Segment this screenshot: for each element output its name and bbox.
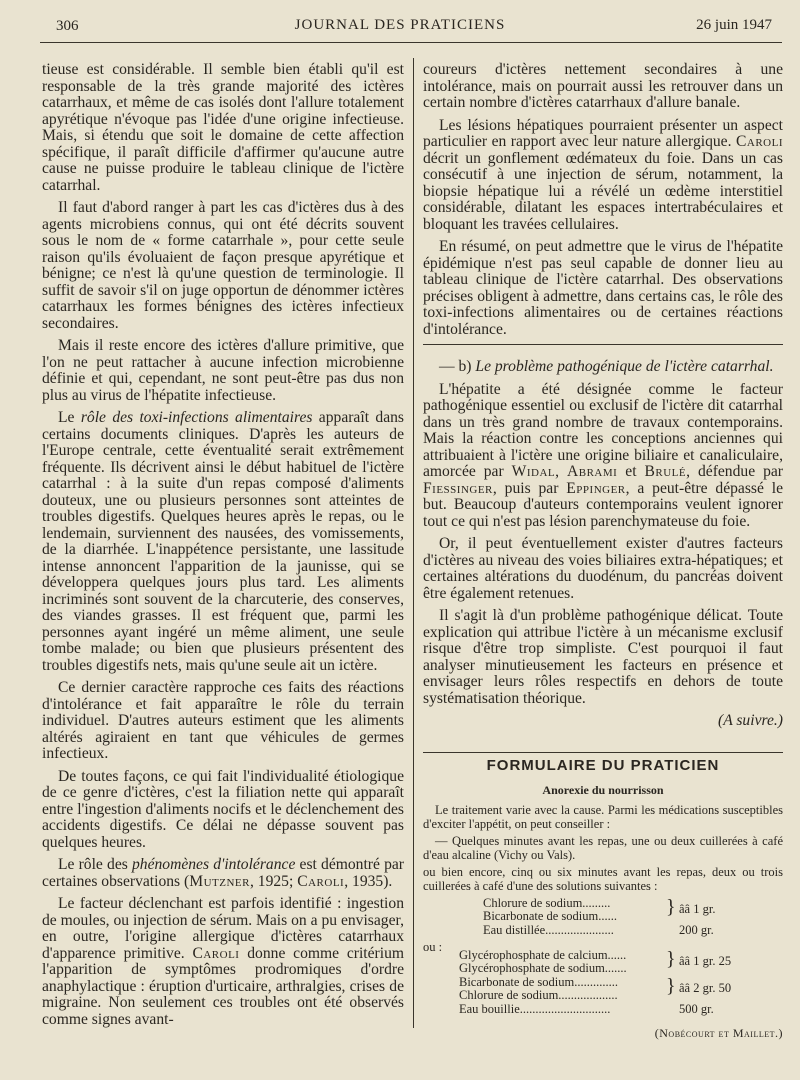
author-name: Brulé (644, 463, 687, 480)
emphasis: Le problème pathogénique de l'ictère catarrhal. (475, 358, 774, 375)
formulaire-title: FORMULAIRE DU PRATICIEN (486, 757, 720, 774)
emphasis: rôle des toxi-infections alimentaires (80, 409, 313, 426)
paragraph: Il faut d'abord ranger à part les cas d'ictères dus à des agents microbiens connus, qui ont été décrits souvent sous le nom de « forme catarrhale », pour cette seule raison qu'ils évoluaient de façon presque apyrétique et bénigne; ce n'est là qu'une question de terminologie. Il suffit de savoir s'il on juge opportun de dénommer ictères catarrhaux les formes bénignes des ictères infectieux secondaires. (42, 199, 404, 332)
quantity: 500 gr. (679, 1002, 714, 1016)
author-name: Widal (511, 463, 556, 480)
author-name: Mutzner (189, 872, 250, 890)
paragraph: — Quelques minutes avant les repas, une ou deux cuillerées à café d'eau alcaline (Vichy ou Vals). (423, 834, 783, 862)
paragraph: ou bien encore, cinq ou six minutes avant les repas, deux ou trois cuillerées à café d'une des solutions suivantes : (423, 865, 783, 893)
ingredient: Glycérophosphate de sodium....... (459, 961, 627, 975)
ingredient: Chlorure de sodium......... (483, 896, 611, 910)
paragraph: coureurs d'ictères nettement secondaires à une intolérance, mais on pourrait aussi les retrouver dans un certain nombre d'ictères catarrhaux d'allure banale. (423, 61, 783, 111)
ingredient: Chlorure de sodium................... (459, 988, 618, 1002)
right-column (423, 62, 783, 736)
paragraph: Le rôle des phénomènes d'intolérance est démontré par certaines observations (Mutzner, 1925; Caroli, 1935). (42, 856, 404, 890)
author-name: Caroli (735, 133, 783, 150)
or-label: ou : (423, 940, 443, 954)
formulaire-section (423, 752, 783, 1040)
journal-title: JOURNAL DES PRATICIENS (294, 17, 506, 33)
author-name: Eppinger (566, 479, 626, 497)
author-name: Caroli (192, 944, 240, 962)
section-heading: — b) Le problème pathogénique de l'ictère catarrhal. (439, 358, 774, 375)
paragraph: De toutes façons, ce qui fait l'individualité étiologique de ce genre d'ictères, c'est la filiation nette qui apparaît entre l'ingestion d'aliments nocifs et le déclenchement des accidents digestifs. Ce délai ne dépasse souvent pas quelques heures. (42, 767, 404, 851)
signature: (Nobécourt et Maillet.) (654, 1026, 783, 1040)
paragraph: Les lésions hépatiques pourraient présenter un aspect particulier en rapport avec leur nature allergique. Caroli décrit un gonflement œdémateux du foie. Dans un cas consécutif à une injection de sérum, notamment, la biopsie hépatique lui a révélé un œdème interstitiel considérable, dilatant les espaces intertrabéculaires et bloquant les travées cellulaires. (423, 116, 783, 233)
quantity: ââ 1 gr. (679, 902, 716, 916)
to-be-continued: (A suivre.) (718, 712, 783, 729)
column-divider (413, 58, 414, 1028)
ingredient: Bicarbonate de sodium.............. (459, 975, 618, 989)
quantity: ââ 2 gr. 50 (679, 981, 732, 995)
prescription-1 (423, 896, 783, 940)
ingredient: Eau bouillie............................. (459, 1002, 611, 1016)
page-number: 306 (56, 18, 79, 34)
paragraph: Le rôle des toxi-infections alimentaires apparaît dans certains documents cliniques. D'après les auteurs de l'Europe centrale, cette éventualité serait extrêmement fréquente. Ils décrivent ainsi le début habituel de l'ictère catarrhal : à la suite d'un repas composé d'aliments douteux, une ou plusieurs personnes sont atteintes de troubles digestifs. Quelques heures après le repas, ou le lendemain, surviennent des nausées, des vomissements, de la diarrhée. L'inappétence persistante, une lassitude intense annoncent l'apparition de la jaunisse, qui se développera quelques jours plus tard. Les aliments incriminés sont souvent de la charcuterie, des conserves, des viandes grasses. Il est fréquent que, parmi les personnes ayant ingéré un même aliment, une seule tombe malade; ou bien que plusieurs présentent des troubles digestifs nets, mais qu'une seule ait un ictère. (42, 409, 404, 674)
paragraph: Mais il reste encore des ictères d'allure primitive, que l'on ne peut rattacher à aucune infection microbienne définie et qui, cependant, ne sont peut-être pas dus non plus au virus de l'hépatite infectieuse. (42, 337, 404, 404)
left-column (42, 62, 404, 1034)
paragraph: L'hépatite a été désignée comme le facteur pathogénique essentiel ou exclusif de l'ictère dit catarrhal dans un très grand nombre de travaux contemporains. Mais la réaction contre les conceptions anciennes qui attribuaient à l'ictère une origine biliaire et canaliculaire, amorcée par Widal, Abrami et Brulé, défendue par Fiessinger, puis par Eppinger, a peut-être dépassé le but. Beaucoup d'auteurs contemporains veulent ignorer tout ce qui n'est pas lésion parenchymateuse du foie. (423, 380, 784, 530)
paragraph: Or, il peut éventuellement exister d'autres facteurs d'ictères au niveau des voies biliaires extra-hépatiques; et certaines altérations du duodénum, du pancréas doivent être également retenues. (423, 535, 783, 602)
paragraph: Le traitement varie avec la cause. Parmi les médications susceptibles d'exciter l'appétit, on peut conseiller : (423, 803, 783, 831)
author-name: Caroli (297, 872, 345, 890)
ingredient: Glycérophosphate de calcium...... (459, 948, 627, 962)
paragraph: tieuse est considérable. Il semble bien établi qu'il est responsable de la très grande majorité des ictères catarrhaux, et même de cas isolés dont l'allure totalement apyrétique n'évoque pas l'idée d'une origine infectieuse. Mais, si étendu que soit le domaine de cette affection spécifique, il paraît difficile d'affirmer qu'aucune autre cause ne puisse produire le tableau clinique de l'ictère catarrhal. (42, 61, 404, 194)
brace-icon: } (666, 975, 676, 997)
paragraph: En résumé, on peut admettre que le virus de l'hépatite épidémique n'est pas seul capable de donner lieu au tableau clinique de l'ictère catarrhal. Des observations précises obligent à admettre, dans certains cas, le rôle des toxi-infections alimentaires ou de certaines réactions d'intolérance. (423, 238, 783, 338)
quantity: 200 gr. (679, 923, 714, 937)
prescription-2 (423, 940, 783, 1018)
author-name: Fiessinger (423, 479, 493, 497)
ingredient: Eau distillée...................... (483, 923, 614, 937)
brace-icon: } (666, 896, 676, 918)
brace-icon: } (666, 948, 676, 970)
header-rule (40, 42, 782, 43)
quantity: ââ 1 gr. 25 (679, 954, 732, 968)
author-name: Abrami (567, 463, 618, 480)
paragraph: Il s'agit là d'un problème pathogénique délicat. Toute explication qui attribue l'ictère à un mécanisme exclusif risque d'être trop simpliste. C'est pourquoi il faut analyser minutieusement les facteurs en présence et envisager leurs rôles respectifs en dehors de toute systématisation théorique. (423, 607, 783, 707)
emphasis: phénomènes d'intolérance (131, 856, 296, 873)
ingredient: Bicarbonate de sodium...... (483, 909, 617, 923)
page-header (0, 0, 800, 44)
paragraph: Le facteur déclenchant est parfois identifié : ingestion de moules, ou injection de sérum. Mais on a pu envisager, en outre, l'origine allergique d'ictères catarrhaux d'apparence primitive. Caroli donne comme critérium l'apparition de symptômes prodromiques d'ordre anaphylactique : éruption d'urticaire, arthralgies, crises de migraine. Non seulement ces troubles ont été observés comme signes avant- (42, 895, 404, 1028)
formulaire-subtitle: Anorexie du nourrisson (542, 783, 664, 797)
issue-date: 26 juin 1947 (696, 17, 772, 33)
section-rule (423, 752, 783, 753)
section-rule (423, 344, 783, 345)
paragraph: Ce dernier caractère rapproche ces faits des réactions d'intolérance et fait apparaître le rôle du terrain individuel. D'autres auteurs estiment que les aliments altérés agiraient en tant que véhicules de germes infectieux. (42, 679, 404, 762)
